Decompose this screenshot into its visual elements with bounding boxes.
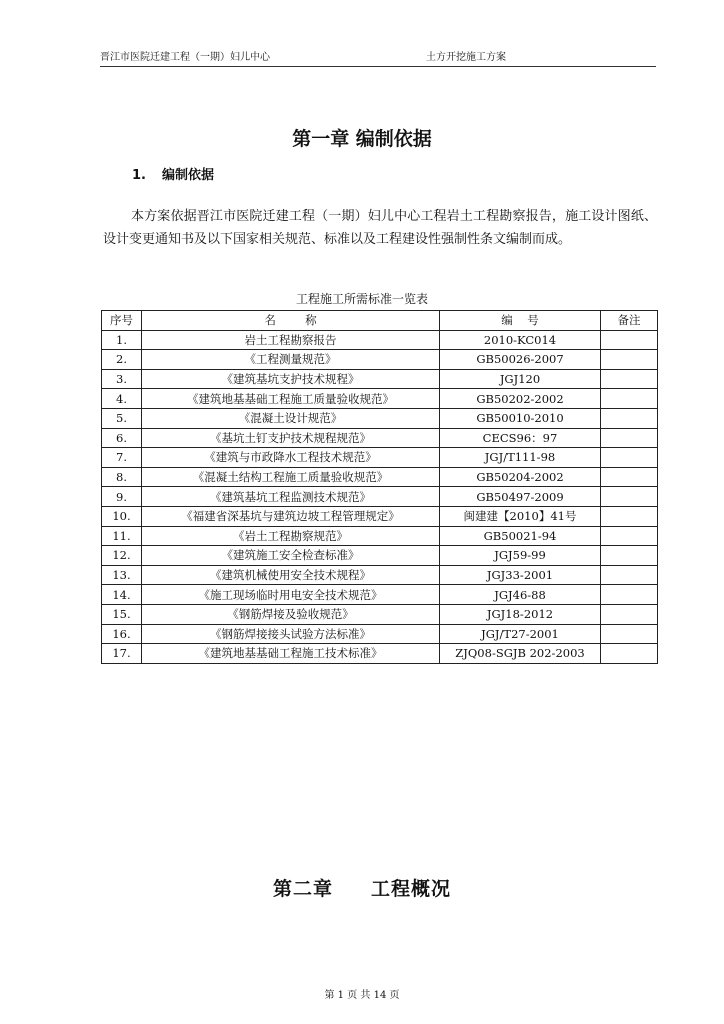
standard-code: 闽建建【2010】41号 [440,506,601,526]
header-project-name: 晋江市医院迁建工程（一期）妇儿中心 [100,52,270,63]
table-row [102,467,658,487]
remark [601,604,658,624]
row-number: 8. [102,467,142,487]
row-number: 3. [102,369,142,389]
standard-name: 《混凝土结构工程施工质量验收规范》 [142,467,440,487]
header-document-title: 土方开挖施工方案 [426,52,506,63]
table-row [102,428,658,448]
table-row [102,369,658,389]
section-heading [132,164,214,183]
section-number: 1. [132,168,146,183]
standard-name: 《工程测量规范》 [142,350,440,370]
header-cell-no: 序号 [102,311,142,331]
row-number: 9. [102,487,142,507]
table-row [102,624,658,644]
chapter-1-title: 第一章 编制依据 [292,128,432,150]
table-caption: 工程施工所需标准一览表 [295,292,428,306]
remark [601,350,658,370]
row-number: 7. [102,448,142,468]
table-row [102,448,658,468]
standard-name: 《建筑机械使用安全技术规程》 [142,565,440,585]
standard-code: ZJQ08-SGJB 202-2003 [440,644,601,664]
standard-name: 《建筑基坑支护技术规程》 [142,369,440,389]
remark [601,369,658,389]
table-row [102,526,658,546]
remark [601,389,658,409]
standard-code: GB50497-2009 [440,487,601,507]
row-number: 17. [102,644,142,664]
row-number: 2. [102,350,142,370]
header-cell-code: 编 号 [440,311,601,331]
standard-code: GB50021-94 [440,526,601,546]
standard-name: 《建筑地基基础工程施工技术标准》 [142,644,440,664]
body-paragraph: 本方案依据晋江市医院迁建工程（一期）妇儿中心工程岩土工程勘察报告，施工设计图纸、设计变更通知书及以下国家相关规范、标准以及工程建设性强制性条文编制而成。 [103,209,657,247]
table-header-row [102,311,658,331]
standard-name: 《混凝土设计规范》 [142,408,440,428]
row-number: 11. [102,526,142,546]
row-number: 12. [102,546,142,566]
remark [601,585,658,605]
standard-name: 《基坑土钉支护技术规程规范》 [142,428,440,448]
header-cell-name: 名 称 [142,311,440,331]
page-footer: 第 1 页 共 14 页 [324,990,400,1001]
header-cell-note: 备注 [601,311,658,331]
standard-code: JGJ18-2012 [440,604,601,624]
remark [601,644,658,664]
standard-name: 《建筑施工安全检查标准》 [142,546,440,566]
section-title: 编制依据 [162,168,215,183]
remark [601,467,658,487]
standard-code: JGJ33-2001 [440,565,601,585]
row-number: 10. [102,506,142,526]
table-row [102,585,658,605]
page-header [100,52,656,67]
standard-name: 《岩土工程勘察规范》 [142,526,440,546]
table-row [102,330,658,350]
table-row [102,389,658,409]
standard-name: 岩土工程勘察报告 [142,330,440,350]
table-row [102,546,658,566]
remark [601,624,658,644]
chapter-2-title: 第二章 工程概况 [272,878,452,900]
row-number: 16. [102,624,142,644]
standard-code: JGJ46-88 [440,585,601,605]
standard-name: 《钢筋焊接及验收规范》 [142,604,440,624]
remark [601,428,658,448]
standard-code: GB50010-2010 [440,408,601,428]
remark [601,448,658,468]
row-number: 1. [102,330,142,350]
standard-name: 《建筑地基基础工程施工质量验收规范》 [142,389,440,409]
table-row [102,506,658,526]
row-number: 13. [102,565,142,585]
remark [601,546,658,566]
standard-code: CECS96：97 [440,428,601,448]
row-number: 6. [102,428,142,448]
standard-code: 2010-KC014 [440,330,601,350]
remark [601,487,658,507]
remark [601,526,658,546]
row-number: 15. [102,604,142,624]
table-row [102,565,658,585]
standard-code: GB50204-2002 [440,467,601,487]
standard-code: GB50026-2007 [440,350,601,370]
row-number: 4. [102,389,142,409]
standard-code: JGJ59-99 [440,546,601,566]
remark [601,330,658,350]
table-row [102,487,658,507]
standard-code: JGJ/T111-98 [440,448,601,468]
remark [601,506,658,526]
standard-code: JGJ120 [440,369,601,389]
standard-name: 《建筑与市政降水工程技术规范》 [142,448,440,468]
standard-code: GB50202-2002 [440,389,601,409]
row-number: 5. [102,408,142,428]
standards-table [101,310,658,664]
standard-name: 《福建省深基坑与建筑边坡工程管理规定》 [142,506,440,526]
standard-code: JGJ/T27-2001 [440,624,601,644]
remark [601,408,658,428]
table-row [102,350,658,370]
table-row [102,604,658,624]
standard-name: 《钢筋焊接接头试验方法标准》 [142,624,440,644]
table-row [102,408,658,428]
standard-name: 《施工现场临时用电安全技术规范》 [142,585,440,605]
row-number: 14. [102,585,142,605]
remark [601,565,658,585]
standard-name: 《建筑基坑工程监测技术规范》 [142,487,440,507]
table-row [102,644,658,664]
